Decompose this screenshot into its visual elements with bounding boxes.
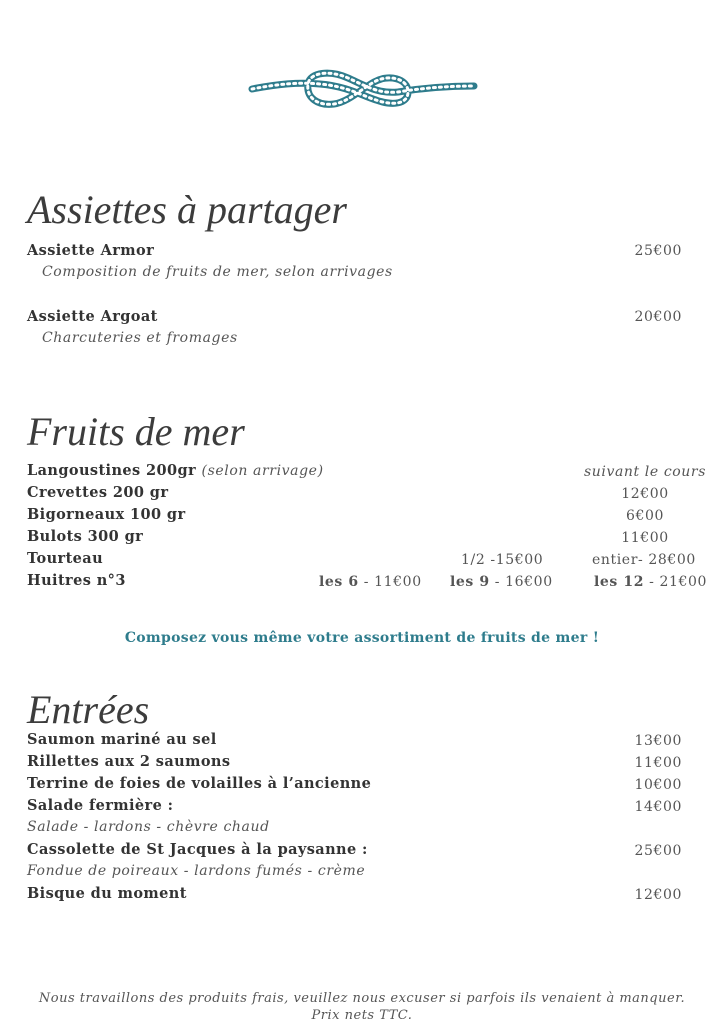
- langoustines-note: (selon arrivage): [201, 463, 324, 479]
- huitres-9-label: les 9: [450, 574, 490, 590]
- langoustines-name: Langoustines 200gr: [27, 462, 197, 479]
- rope-knot-icon: [248, 64, 478, 124]
- promo-assortiment: Composez vous même votre assortiment de fruits de mer !: [124, 630, 600, 646]
- price-huitres-6: [319, 574, 422, 590]
- huitres-9-price: - 16€00: [489, 574, 553, 590]
- item-rillettes: Rillettes aux 2 saumons: [27, 753, 231, 770]
- price-assiette-argoat: 20€00: [634, 309, 682, 325]
- desc-salade: Salade - lardons - chèvre chaud: [27, 819, 270, 835]
- footer-note: [0, 990, 724, 1024]
- price-terrine: 10€00: [634, 777, 682, 793]
- item-bisque: Bisque du moment: [27, 885, 187, 902]
- item-assiette-armor: Assiette Armor: [27, 242, 155, 259]
- price-rillettes: 11€00: [634, 755, 682, 771]
- price-assiette-armor: 25€00: [634, 243, 682, 259]
- desc-cassolette: Fondue de poireaux - lardons fumés - crème: [27, 863, 366, 879]
- price-cassolette: 25€00: [634, 843, 682, 859]
- item-bigorneaux: Bigorneaux 100 gr: [27, 506, 186, 523]
- price-bigorneaux: 6€00: [625, 508, 665, 524]
- price-bulots: 11€00: [621, 530, 669, 546]
- huitres-12-label: les 12: [594, 574, 645, 590]
- section-title-assiettes: Assiettes à partager: [27, 187, 347, 232]
- item-saumon: Saumon mariné au sel: [27, 731, 217, 748]
- price-tourteau-half: 1/2 -15€00: [461, 552, 544, 568]
- price-saumon: 13€00: [634, 733, 682, 749]
- item-crevettes: Crevettes 200 gr: [27, 484, 169, 501]
- huitres-12-price: - 21€00: [644, 574, 708, 590]
- item-bulots: Bulots 300 gr: [27, 528, 144, 545]
- price-huitres-9: [450, 574, 553, 590]
- desc-assiette-armor: Composition de fruits de mer, selon arrivages: [42, 264, 393, 280]
- huitres-6-label: les 6: [319, 574, 359, 590]
- desc-assiette-argoat: Charcuteries et fromages: [42, 330, 238, 346]
- item-tourteau: Tourteau: [27, 550, 104, 567]
- price-langoustines: suivant le cours: [583, 464, 706, 480]
- price-salade: 14€00: [634, 799, 682, 815]
- section-title-entrees: Entrées: [27, 687, 150, 732]
- item-terrine: Terrine de foies de volailles à l’ancienne: [27, 775, 372, 792]
- price-huitres-12: [594, 574, 707, 590]
- item-salade: Salade fermière :: [27, 797, 174, 814]
- price-crevettes: 12€00: [621, 486, 669, 502]
- footer-line-1: Nous travaillons des produits frais, veuillez nous excuser si parfois ils venaient à manquer.: [38, 991, 686, 1006]
- price-bisque: 12€00: [634, 887, 682, 903]
- item-cassolette: Cassolette de St Jacques à la paysanne :: [27, 841, 368, 858]
- item-huitres: Huitres n°3: [27, 572, 126, 589]
- section-title-fruits: Fruits de mer: [27, 409, 245, 454]
- huitres-6-price: - 11€00: [358, 574, 422, 590]
- price-tourteau-whole: entier- 28€00: [592, 552, 696, 568]
- item-assiette-argoat: Assiette Argoat: [27, 308, 158, 325]
- item-langoustines: [27, 462, 324, 479]
- footer-line-2: Prix nets TTC.: [311, 1008, 413, 1023]
